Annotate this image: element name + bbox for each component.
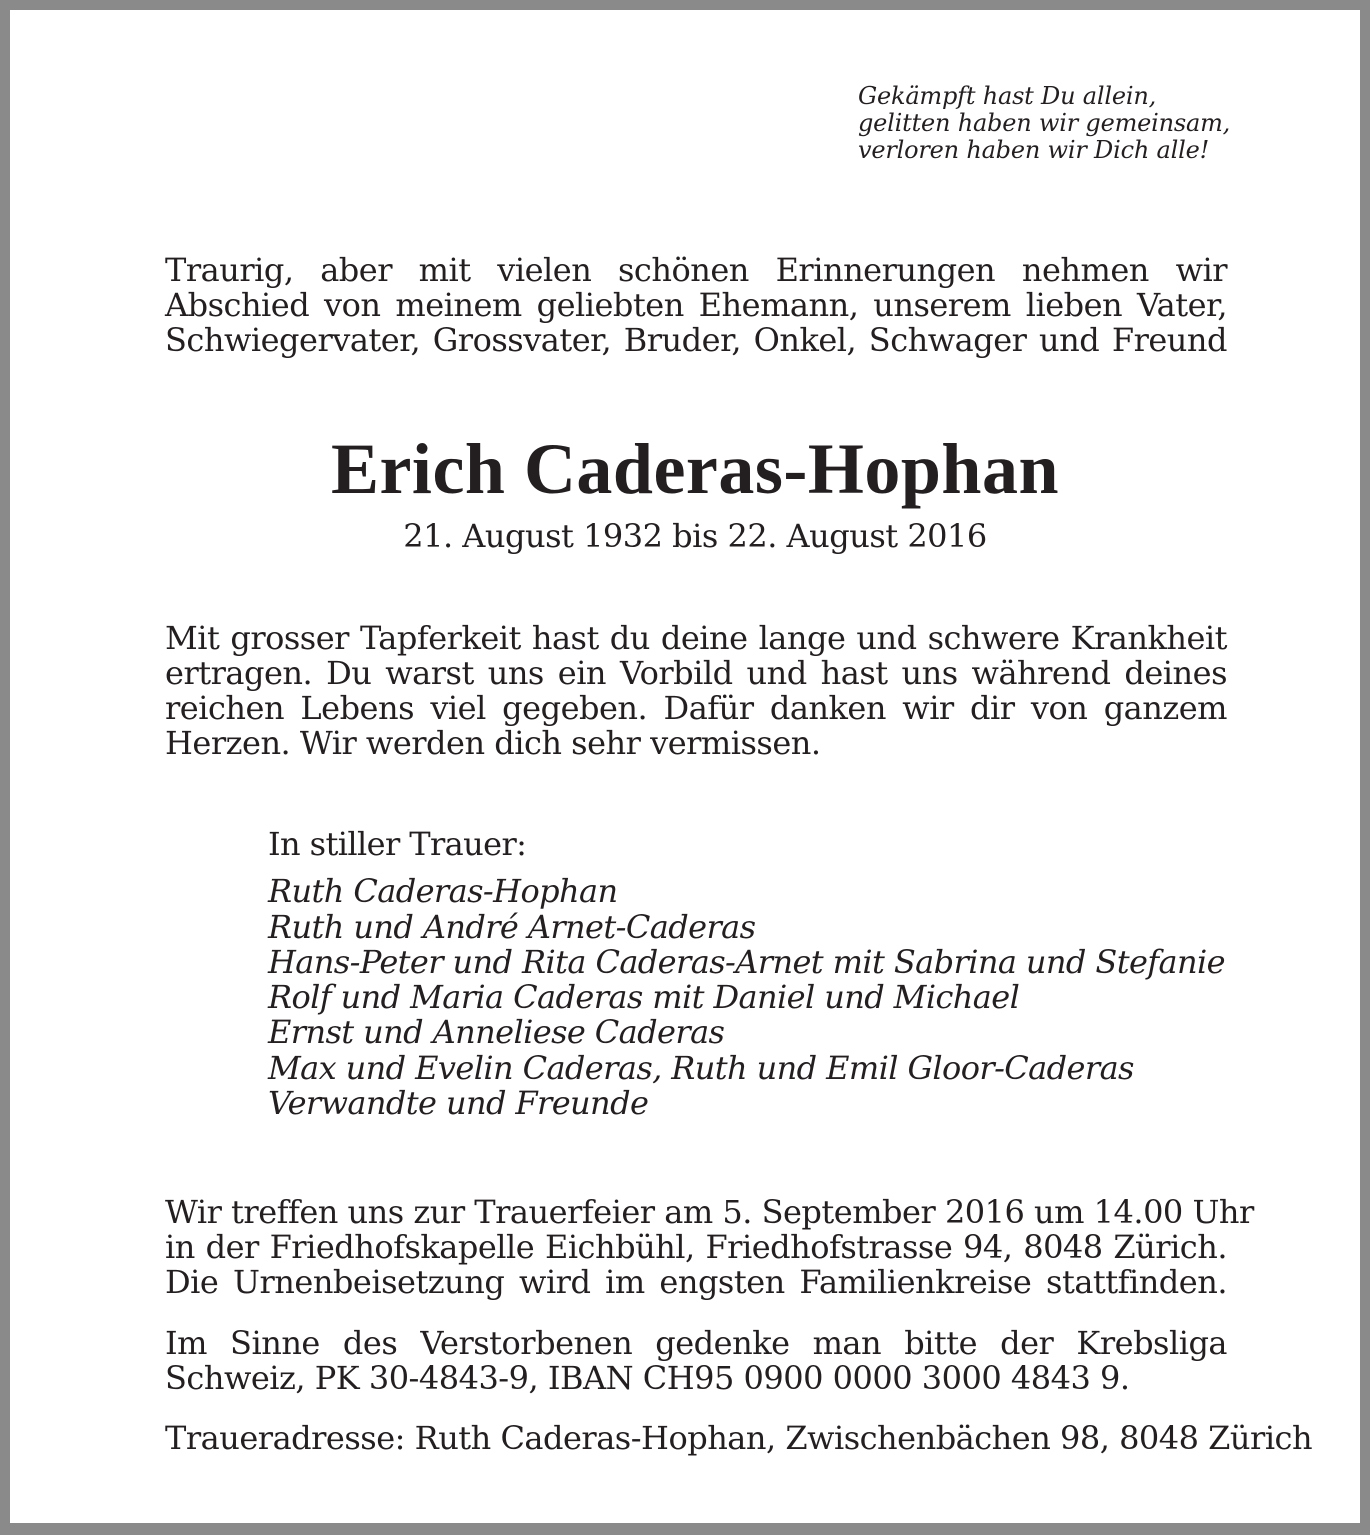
intro-line: Schwiegervater, Grossvater, Bruder, Onkel, Schwager und Freund — [165, 321, 1227, 359]
donation-paragraph — [165, 1326, 1227, 1396]
donation-line: Schweiz, PK 30-4843-9, IBAN CH95 0900 0000 3000 4843 9. — [165, 1359, 1130, 1397]
ceremony-line: Die Urnenbeisetzung wird im engsten Familienkreise stattfinden. — [165, 1263, 1227, 1301]
intro-line: Abschied von meinem geliebten Ehemann, unserem lieben Vater, — [165, 286, 1227, 324]
deceased-name: Erich Caderas-Hophan — [330, 429, 1060, 509]
ceremony-line: in der Friedhofskapelle Eichbühl, Friedhofstrasse 94, 8048 Zürich. — [165, 1228, 1227, 1266]
mourner-entry: Ruth Caderas-Hophan — [268, 872, 618, 911]
mourners-list — [268, 827, 1248, 1121]
mourner-entry: Ruth und André Arnet-Caderas — [268, 907, 756, 946]
mourners-heading: In stiller Trauer: — [268, 825, 527, 863]
mourner-entry: Rolf und Maria Caderas mit Daniel und Michael — [268, 978, 1020, 1017]
tribute-line: Herzen. Wir werden dich sehr vermissen. — [165, 724, 821, 762]
motto-line: Gekämpft hast Du allein, — [858, 82, 1157, 110]
mourning-address: Traueradresse: Ruth Caderas-Hophan, Zwischenbächen 98, 8048 Zürich — [165, 1419, 1313, 1457]
life-dates: 21. August 1932 bis 22. August 2016 — [403, 517, 987, 555]
motto-verse — [858, 83, 1278, 164]
donation-line: Im Sinne des Verstorbenen gedenke man bitte der Krebsliga — [165, 1324, 1227, 1362]
mourner-entry: Hans-Peter und Rita Caderas-Arnet mit Sabrina und Stefanie — [268, 942, 1225, 981]
mourner-entry: Max und Evelin Caderas, Ruth und Emil Gloor-Caderas — [268, 1048, 1134, 1087]
motto-line: verloren haben wir Dich alle! — [858, 136, 1210, 164]
ceremony-line: Wir treffen uns zur Trauerfeier am 5. September 2016 um 14.00 Uhr — [165, 1193, 1254, 1231]
mourner-entry: Ernst und Anneliese Caderas — [268, 1013, 725, 1052]
mourner-entry: Verwandte und Freunde — [268, 1084, 649, 1123]
tribute-line: ertragen. Du warst uns ein Vorbild und hast uns während deines — [165, 654, 1227, 692]
intro-paragraph — [165, 253, 1227, 358]
ceremony-paragraph — [165, 1193, 1254, 1301]
motto-line: gelitten haben wir gemeinsam, — [858, 109, 1231, 137]
tribute-paragraph — [165, 621, 1227, 761]
tribute-line: reichen Lebens viel gegeben. Dafür danken wir dir von ganzem — [165, 689, 1227, 727]
tribute-line: Mit grosser Tapferkeit hast du deine lange und schwere Krankheit — [165, 619, 1227, 657]
intro-line: Traurig, aber mit vielen schönen Erinnerungen nehmen wir — [165, 251, 1227, 289]
